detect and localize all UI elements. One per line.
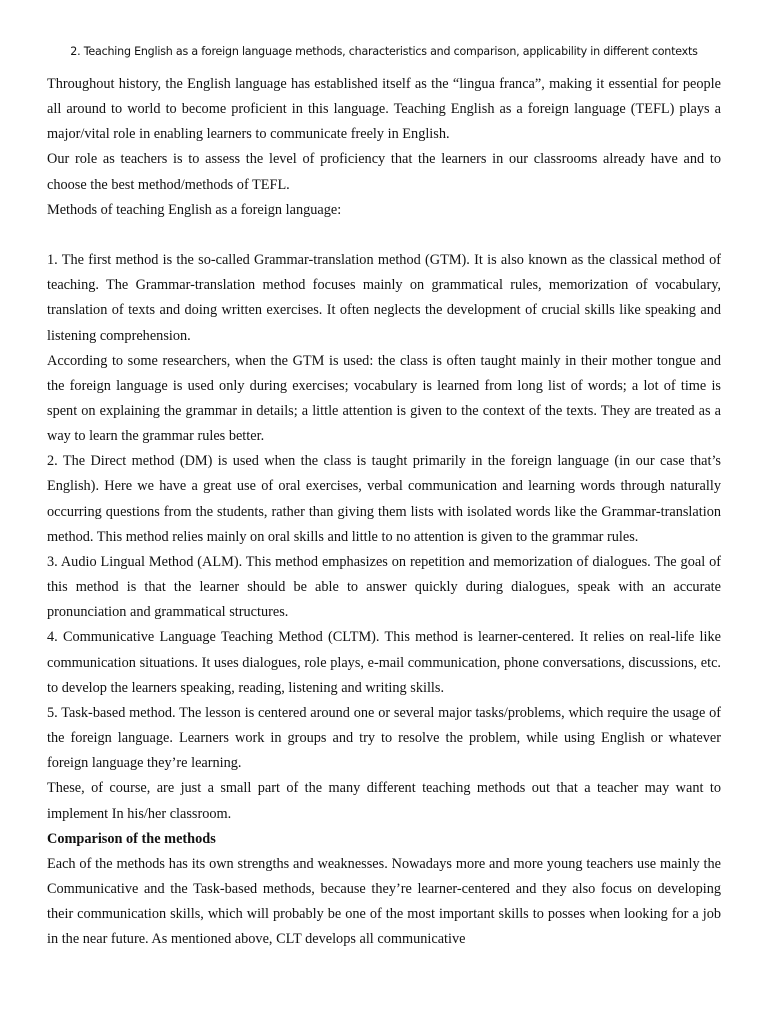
- section-heading: 2. Teaching English as a foreign language methods, characteristics and comparison, applicability in different contexts: [70, 45, 698, 58]
- paragraph-method-cltm: 4. Communicative Language Teaching Method (CLTM). This method is learner-centered. It relies on real-life like communication situations. It uses dialogues, role plays, e-mail communication, phone conversations, discussions, etc. to develop the learners speaking, reading, listening and writing skills.: [47, 629, 721, 696]
- paragraph-method-task-based: 5. Task-based method. The lesson is centered around one or several major tasks/problems, which require the usage of the foreign language. Learners work in groups and try to resolve the problem, while using English or whatever foreign language they’re learning.: [47, 704, 721, 772]
- paragraph-methods-lead: Methods of teaching English as a foreign language:: [47, 201, 342, 218]
- paragraph-method-gtm: 1. The first method is the so-called Grammar-translation method (GTM). It is also known as the classical method of teaching. The Grammar-translation method focuses mainly on grammatical rules, memorization of vocabulary, translation of texts and doing written exercises. It often neglects the development of crucial skills like speaking and listening comprehension.: [47, 252, 721, 344]
- paragraph-gtm-researchers: According to some researchers, when the GTM is used: the class is often taught mainly in their mother tongue and the foreign language is used only during exercises; vocabulary is learned from long list of words; a lot of time is spent on explaining the grammar in details; a little attention is given to the context of the texts. They are treated as a way to learn the grammar rules better.: [47, 352, 721, 445]
- paragraph-intro: Throughout history, the English language has established itself as the “lingua franca”, making it essential for people all around to world to become proficient in this language. Teaching English as a foreign language (TEFL) plays a major/vital role in enabling learners to communicate freely in English.: [47, 76, 721, 143]
- paragraph-methods-summary: These, of course, are just a small part of the many different teaching methods out that a teacher may want to implement In his/her classroom.: [47, 780, 721, 822]
- document-body: [47, 72, 721, 952]
- paragraph-teacher-role: Our role as teachers is to assess the level of proficiency that the learners in our classrooms already have and to choose the best method/methods of TEFL.: [47, 151, 721, 193]
- paragraph-method-alm: 3. Audio Lingual Method (ALM). This method emphasizes on repetition and memorization of dialogues. The goal of this method is that the learner should be able to answer quickly during dialogues, speak with an accurate pronunciation and grammatical structures.: [47, 553, 721, 621]
- paragraph-comparison: Each of the methods has its own strengths and weaknesses. Nowadays more and more young teachers use mainly the Communicative and the Task-based methods, because they’re learner-centered and they also focus on developing their communication skills, which will probably be one of the most important skills to posses when looking for a job in the near future. As mentioned above, CLT develops all communicative: [47, 855, 721, 948]
- paragraph-method-direct: 2. The Direct method (DM) is used when the class is taught primarily in the foreign language (in our case that’s English). Here we have a great use of oral exercises, verbal communication and learning words through naturally occurring questions from the students, rather than giving them lists with isolated words like the Grammar-translation method. This method relies mainly on oral skills and little to no attention is given to the grammar rules.: [47, 453, 721, 545]
- blank-line: [47, 223, 721, 248]
- subheading-comparison: Comparison of the methods: [47, 830, 216, 847]
